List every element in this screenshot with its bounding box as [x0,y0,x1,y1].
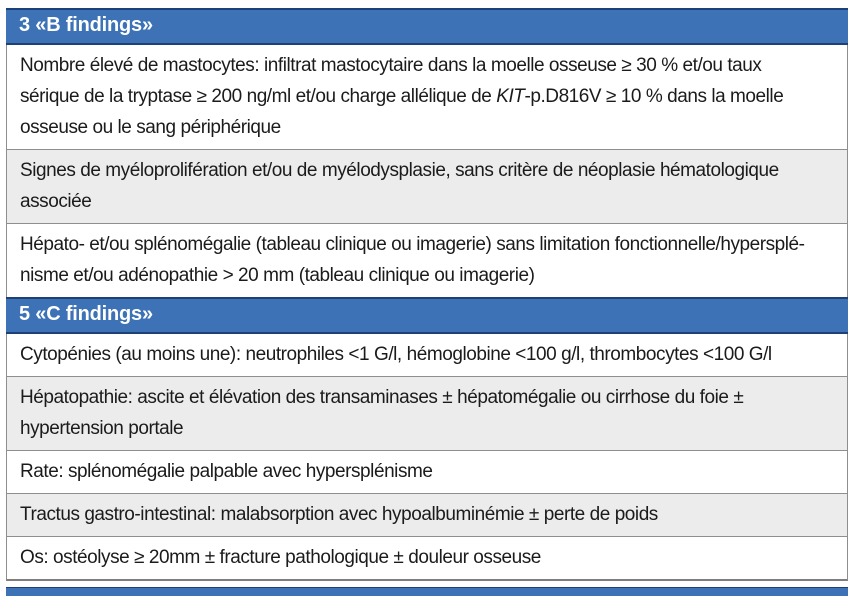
section-b-findings [6,8,848,297]
table-row: Os: ostéolyse ≥ 20mm ± fracture pathologique ± douleur osseuse [6,537,848,581]
table-row: Hépatopathie: ascite et élévation des transaminases ± hépatomégalie ou cirrhose du foie ± hypertension portale [6,377,848,451]
section-header-c-findings: 5 «C findings» [6,297,848,334]
table-row: Hépato- et/ou splénomégalie (tableau clinique ou imagerie) sans limitation fonctionnelle/hypersplé- nisme et/ou adénopathie > 20 mm (tableau clinique ou imagerie) [6,224,848,297]
table-row: Cytopénies (au moins une): neutrophiles <1 G/l, hémoglobine <100 g/l, thrombocytes <100 G/l [6,334,848,377]
section-header-b-findings: 3 «B findings» [6,8,848,45]
findings-table [6,8,848,596]
table-row: Signes de myéloprolifération et/ou de myélodysplasie, sans critère de néoplasie hématologique associée [6,150,848,224]
table-row: Rate: splénomégalie palpable avec hypersplénisme [6,451,848,494]
table-row: Tractus gastro-intestinal: malabsorption avec hypoalbuminémie ± perte de poids [6,494,848,537]
section-c-findings [6,297,848,581]
table-row: Nombre élevé de mastocytes: infiltrat mastocytaire dans la moelle osseuse ≥ 30 % et/ou taux sérique de la tryptase ≥ 200 ng/ml et/ou charge allélique de KIT-p.D816V ≥ 10 % dans la moelle osseuse ou le sang périphérique [6,45,848,150]
